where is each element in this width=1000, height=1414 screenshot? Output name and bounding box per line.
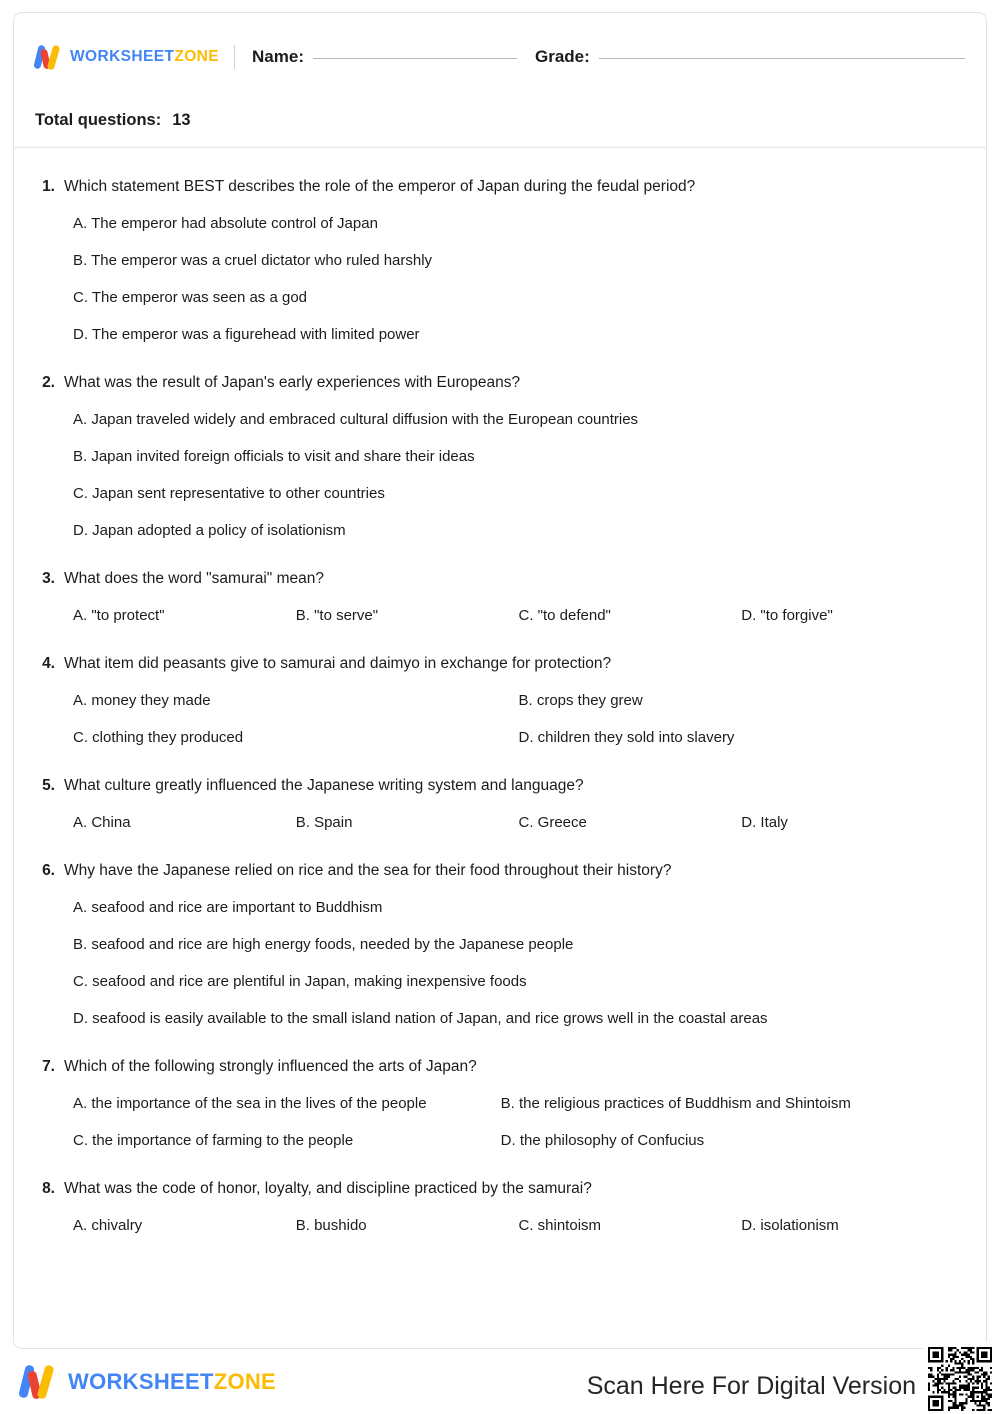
question-item [36,370,964,549]
answer-option[interactable]: B. "to serve" [295,607,379,624]
worksheet-header [14,13,986,148]
answer-option[interactable]: B. The emperor was a cruel dictator who ruled harshly [73,252,433,269]
scan-prompt-text: Scan Here For Digital Version [586,1372,916,1400]
answer-options [36,804,964,841]
answer-option[interactable]: B. crops they grew [518,692,643,709]
question-number: 5. [42,777,55,794]
brand-wordmark-zone: ZONE [174,48,220,66]
answer-options [36,597,964,634]
total-questions-count: 13 [172,111,191,129]
footer-wordmark-zone: ZONE [213,1369,277,1394]
answer-options [36,401,964,549]
answer-option[interactable]: C. the importance of farming to the people [73,1132,354,1149]
answer-option[interactable]: A. seafood and rice are important to Buddhism [73,899,383,916]
answer-option[interactable]: C. seafood and rice are plentiful in Japan, making inexpensive foods [73,973,527,990]
answer-option[interactable]: B. seafood and rice are high energy foods, needed by the Japanese people [73,936,574,953]
question-text: What does the word "samurai" mean? [64,570,324,587]
answer-option[interactable]: D. children they sold into slavery [518,729,735,746]
answer-option[interactable]: C. The emperor was seen as a god [73,289,308,306]
total-questions [35,111,191,130]
question-item [36,773,964,841]
answer-options [36,1085,964,1159]
question-header [36,370,964,395]
name-field[interactable] [252,47,517,67]
answer-options [36,1207,964,1244]
question-text: Which of the following strongly influenced the arts of Japan? [64,1058,477,1075]
answer-option[interactable]: D. "to forgive" [741,607,833,624]
question-text: Why have the Japanese relied on rice and the sea for their food throughout their history? [64,862,672,879]
answer-option[interactable]: C. "to defend" [518,607,611,624]
worksheet-card [13,12,987,1349]
footer-brand-wordmark [68,1371,276,1393]
answer-option[interactable]: D. isolationism [741,1217,839,1234]
answer-options [36,682,964,756]
worksheetzone-logo-icon [21,1364,59,1400]
header-divider [234,45,235,69]
question-header [36,1054,964,1079]
name-label: Name: [252,47,304,66]
brand-wordmark [70,49,219,65]
answer-option[interactable]: D. The emperor was a figurehead with limited power [73,326,420,343]
question-number: 7. [42,1058,55,1075]
questions-list [14,148,986,1271]
question-number: 4. [42,655,55,672]
question-text: Which statement BEST describes the role of the emperor of Japan during the feudal period? [64,178,696,195]
worksheetzone-logo-icon [35,44,63,70]
answer-option[interactable]: A. Japan traveled widely and embraced cultural diffusion with the European countries [73,411,639,428]
answer-option[interactable]: D. Italy [741,814,788,831]
answer-option[interactable]: D. the philosophy of Confucius [500,1132,705,1149]
brand-wordmark-worksheet: WORKSHEET [70,48,175,66]
answer-option[interactable]: C. clothing they produced [73,729,244,746]
question-text: What item did peasants give to samurai and daimyo in exchange for protection? [64,655,612,672]
footer-brand [21,1364,276,1400]
question-header [36,1176,964,1201]
answer-option[interactable]: C. Japan sent representative to other countries [73,485,385,502]
question-number: 8. [42,1180,55,1197]
answer-option[interactable]: D. seafood is easily available to the small island nation of Japan, and rice grows well in the coastal areas [73,1010,768,1027]
grade-input-line[interactable] [599,58,965,59]
question-text: What culture greatly influenced the Japanese writing system and language? [64,777,584,794]
answer-option[interactable]: A. "to protect" [73,607,165,624]
question-item [36,174,964,353]
question-header [36,566,964,591]
question-header [36,858,964,883]
answer-option[interactable]: C. shintoism [518,1217,602,1234]
question-header [36,651,964,676]
question-item [36,1054,964,1159]
grade-field[interactable] [535,47,965,67]
answer-options [36,889,964,1037]
answer-option[interactable]: B. the religious practices of Buddhism and Shintoism [500,1095,851,1112]
question-item [36,566,964,634]
answer-option[interactable]: A. the importance of the sea in the lives of the people [73,1095,427,1112]
header-row [35,35,965,79]
answer-option[interactable]: D. Japan adopted a policy of isolationism [73,522,346,539]
answer-options [36,205,964,353]
question-text: What was the result of Japan's early experiences with Europeans? [64,374,521,391]
name-input-line[interactable] [313,58,517,59]
answer-option[interactable]: A. money they made [73,692,211,709]
answer-option[interactable]: A. chivalry [73,1217,143,1234]
question-item [36,651,964,756]
footer-wordmark-worksheet: WORKSHEET [68,1369,214,1394]
question-item [36,1176,964,1244]
question-item [36,858,964,1037]
question-number: 6. [42,862,55,879]
question-number: 3. [42,570,55,587]
answer-option[interactable]: A. China [73,814,131,831]
question-header [36,174,964,199]
answer-option[interactable]: B. Japan invited foreign officials to visit and share their ideas [73,448,475,465]
answer-option[interactable]: C. Greece [518,814,587,831]
qr-code-icon[interactable] [923,1342,997,1414]
question-text: What was the code of honor, loyalty, and discipline practiced by the samurai? [64,1180,592,1197]
answer-option[interactable]: B. bushido [295,1217,367,1234]
grade-label: Grade: [535,47,590,66]
question-number: 1. [42,178,55,195]
answer-option[interactable]: A. The emperor had absolute control of Japan [73,215,378,232]
question-header [36,773,964,798]
worksheet-footer [0,1358,1000,1414]
total-questions-label: Total questions: [35,111,162,129]
answer-option[interactable]: B. Spain [295,814,353,831]
question-number: 2. [42,374,55,391]
